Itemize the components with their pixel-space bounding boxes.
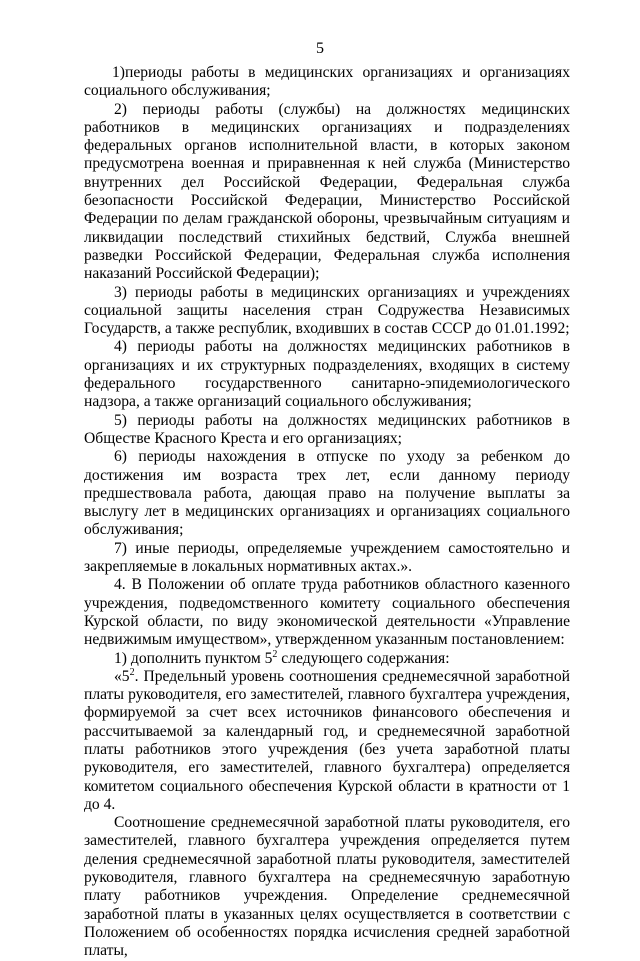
document-body <box>84 64 570 961</box>
paragraph-item-1: 1)периоды работы в медицинских организациях и организациях социального обслуживания; <box>84 64 570 100</box>
paragraph-item-5: 5) периоды работы на должностях медицинских работников в Обществе Красного Креста и его организациях; <box>84 411 570 447</box>
paragraph-item-2: 2) периоды работы (службы) на должностях медицинских работников в медицинских организациях и подразделениях федеральных органов исполнительной власти, в которых законом предусмотрена военная и приравненная к ней служба (Министерство внутренних дел Российской Федерации, Федеральная служба безопасности Российской Федерации, Министерство Российской Федерации по делам гражданской обороны, чрезвычайным ситуациям и ликвидации последствий стихийных бедствий, Служба внешней разведки Российской Федерации, Федеральная служба исполнения наказаний Российской Федерации); <box>84 100 570 283</box>
paragraph-item-3: 3) периоды работы в медицинских организациях и учреждениях социальной защиты населения стран Содружества Независимых Государств, а также республик, входивших в состав СССР до 01.01.1992; <box>84 283 570 338</box>
amendment-superscript: 2 <box>272 648 278 660</box>
point-text: . Предельный уровень соотношения среднемесячной заработной платы руководителя, его заместителей, главного бухгалтера учреждения, формируемой за счет всех источников финансового обеспечения и рассчитываемой за календарный год, и среднемесячной заработной платы работников этого учреждения (без учета заработной платы руководителя, его заместителей, главного бухгалтера) определяется комитетом социального обеспечения Курской области в кратности от 1 до 4. <box>84 667 570 813</box>
amendment-text-after: следующего содержания: <box>277 649 450 667</box>
point-superscript: 2 <box>129 666 135 678</box>
paragraph-ratio: Соотношение среднемесячной заработной платы руководителя, его заместителей, главного бухгалтера учреждения определяется путем деления среднемесячной заработной платы руководителя, заместителей руководителя, главного бухгалтера на среднемесячную заработную плату работников учреждения. Определение среднемесячной заработной платы в указанных целях осуществляется в соответствии с Положением об особенностях порядка исчисления средней заработной платы, <box>84 814 570 960</box>
paragraph-item-4: 4) периоды работы на должностях медицинских работников в организациях и их структурных подразделениях, входящих в систему федерального государственного санитарно-эпидемиологического надзора, а также организаций социального обслуживания; <box>84 338 570 411</box>
paragraph-section-4: 4. В Положении об оплате труда работников областного казенного учреждения, подведомственного комитету социального обеспечения Курской области, по виду экономической деятельности «Управление недвижимым имуществом», утвержденном указанным постановлением: <box>84 576 570 649</box>
point-number-before: «5 <box>114 667 130 685</box>
paragraph-item-7: 7) иные периоды, определяемые учреждением самостоятельно и закрепляемые в локальных нормативных актах.». <box>84 539 570 576</box>
page-number: 5 <box>316 40 324 57</box>
paragraph-item-6: 6) периоды нахождения в отпуске по уходу за ребенком до достижения им возраста трех лет, если данному периоду предшествовала работа, дающая право на получение выплаты за выслугу лет в медицинских организациях и организациях социального обслуживания; <box>84 448 570 539</box>
paragraph-amendment-item-1 <box>84 650 570 668</box>
amendment-text-before: 1) дополнить пунктом 5 <box>114 649 273 667</box>
paragraph-point-5-2 <box>84 668 570 814</box>
